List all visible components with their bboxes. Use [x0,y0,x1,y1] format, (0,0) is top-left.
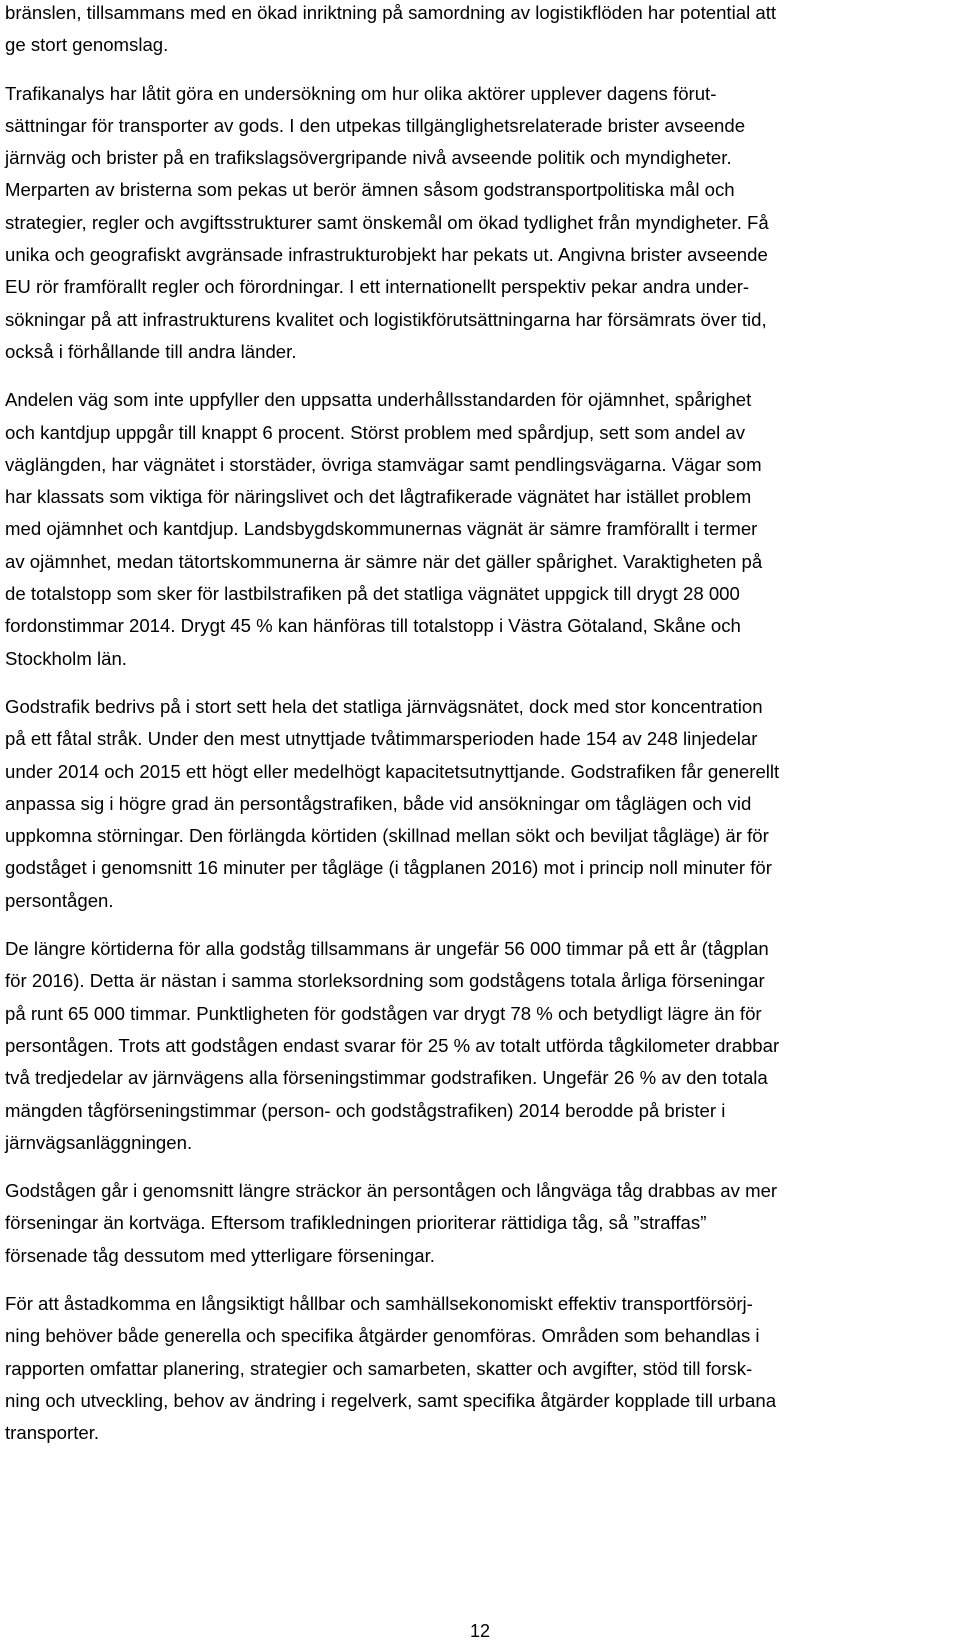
text-line: EU rör framförallt regler och förordningar. I ett internationellt perspektiv pekar andra under- [5,276,750,298]
paragraph-survey-actors [5,78,927,369]
text-line: Merparten av bristerna som pekas ut berör ämnen såsom godstransportpolitiska mål och [5,179,735,201]
page-number: 12 [469,1621,491,1641]
text-line: godståget i genomsnitt 16 minuter per tågläge (i tågplanen 2016) mot i princip noll minuter för [5,857,772,879]
text-line: ning behöver både generella och specifika åtgärder genomföras. Områden som behandlas i [5,1325,760,1347]
text-line: Stockholm län. [5,647,127,669]
text-line: anpassa sig i högre grad än persontågstrafiken, både vid ansökningar om tåglägen och vid [5,792,752,814]
text-line: sökningar på att infrastrukturens kvalitet och logistikförutsättningarna har försämrats över tid, [5,308,767,330]
text-line: för 2016). Detta är nästan i samma storleksordning som godstågens totala årliga förseningar [5,970,765,992]
text-line: strategier, regler och avgiftsstrukturer samt önskemål om ökad tydlighet från myndigheter. Få [5,211,769,233]
text-line: och kantdjup uppgår till knappt 6 procent. Störst problem med spårdjup, sett som andel av [5,421,746,443]
paragraph-road-standard [5,384,927,675]
text-line: järnväg och brister på en trafikslagsövergripande nivå avseende politik och myndigheter. [5,147,732,169]
text-line: mängden tågförseningstimmar (person- och godstågstrafiken) 2014 berodde på brister i [5,1099,726,1121]
text-line: unika och geografiskt avgränsade infrastrukturobjekt har pekats ut. Angivna brister avseende [5,244,768,266]
text-line: har klassats som viktiga för näringslivet och det lågtrafikerade vägnätet har istället problem [5,486,752,508]
text-line: med ojämnhet och kantdjup. Landsbygdskommunernas vägnät är sämre framförallt i termer [5,518,758,540]
text-line: på ett fåtal stråk. Under den mest utnyttjade tvåtimmarsperioden hade 154 av 248 linjedelar [5,728,758,750]
text-line: också i förhållande till andra länder. [5,340,297,362]
text-line: persontågen. Trots att godstågen endast svarar för 25 % av totalt utförda tågkilometer drabbar [5,1034,780,1056]
text-line: under 2014 och 2015 ett högt eller medelhögt kapacitetsutnyttjande. Godstrafiken får generellt [5,760,780,782]
text-line: två tredjedelar av järnvägens alla förseningstimmar godstrafiken. Ungefär 26 % av den totala [5,1067,768,1089]
text-line: Godstrafik bedrivs på i stort sett hela det statliga järnvägsnätet, dock med stor koncentration [5,695,763,717]
text-line: försenade tåg dessutom med ytterligare förseningar. [5,1244,435,1266]
text-line: Godstågen går i genomsnitt längre sträckor än persontågen och långväga tåg drabbas av mer [5,1180,778,1202]
text-line: uppkomna störningar. Den förlängda körtiden (skillnad mellan sökt och beviljat tågläge) är för [5,825,769,847]
text-line: transporter. [5,1422,100,1444]
text-line: ning och utveckling, behov av ändring i regelverk, samt specifika åtgärder kopplade till urbana [5,1389,777,1411]
text-line: Andelen väg som inte uppfyller den uppsatta underhållsstandarden för ojämnhet, spårighet [5,389,752,411]
text-line: För att åstadkomma en långsiktigt hållbar och samhällsekonomiskt effektiv transportförsörj- [5,1292,753,1314]
text-line: de totalstopp som sker för lastbilstrafiken på det statliga vägnätet uppgick till drygt 28 000 [5,583,740,605]
text-line: av ojämnhet, medan tätortskommunerna är sämre när det gäller spårighet. Varaktigheten på [5,550,763,572]
paragraph-delays [5,1175,927,1272]
text-line: väglängden, har vägnätet i storstäder, övriga stamvägar samt pendlingsvägarna. Vägar som [5,453,762,475]
text-line: bränslen, tillsammans med en ökad inriktning på samordning av logistikflöden har potential att [5,2,777,23]
text-line: järnvägsanläggningen. [5,1131,193,1153]
paragraph-travel-times [5,933,927,1159]
paragraph-rail-freight [5,691,927,917]
text-line: De längre körtiderna för alla godståg tillsammans är ungefär 56 000 timmar på ett år (tågplan [5,938,769,960]
paragraph-fuels-logistics [5,0,927,62]
text-line: på runt 65 000 timmar. Punktligheten för godstågen var drygt 78 % och betydligt lägre än för [5,1002,762,1024]
text-line: fordonstimmar 2014. Drygt 45 % kan hänföras till totalstopp i Västra Götaland, Skåne och [5,615,741,637]
text-line: rapporten omfattar planering, strategier och samarbeten, skatter och avgifter, stöd till forsk- [5,1357,753,1379]
text-line: ge stort genomslag. [5,34,169,56]
text-line: persontågen. [5,889,114,911]
body-text [5,0,927,1465]
paragraph-measures [5,1288,927,1449]
text-line: Trafikanalys har låtit göra en undersökning om hur olika aktörer upplever dagens förut- [5,82,717,104]
text-line: sättningar för transporter av gods. I den utpekas tillgänglighetsrelaterade brister avseende [5,114,746,136]
text-line: förseningar än kortväga. Eftersom trafikledningen prioriterar rättidiga tåg, så ”straffas” [5,1212,707,1234]
